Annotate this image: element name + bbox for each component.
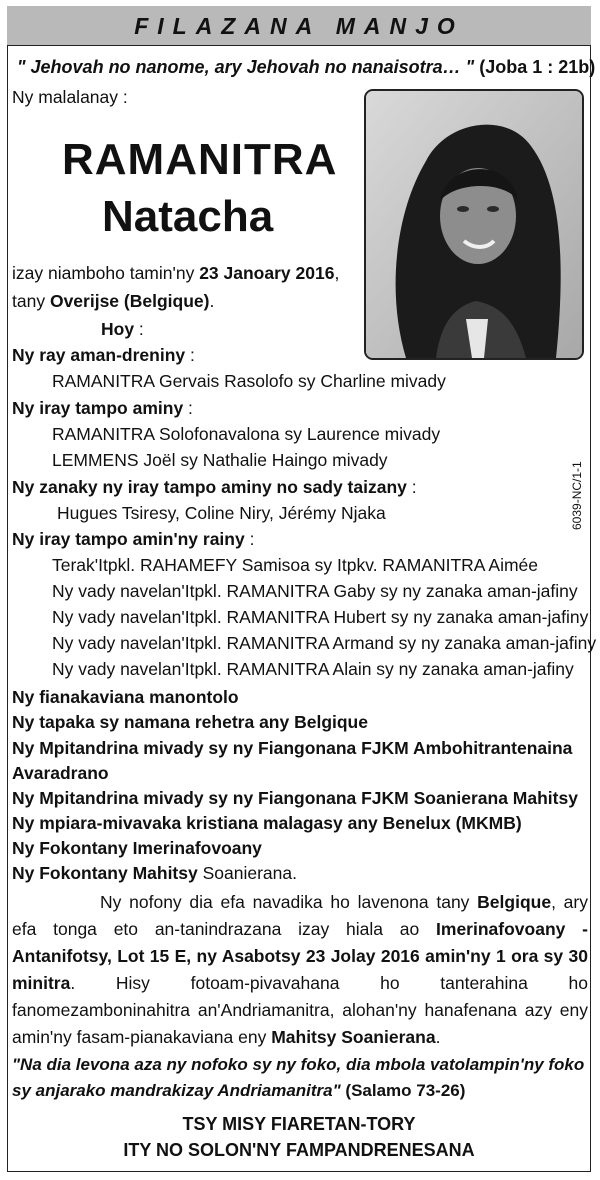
death-place: Overijse (Belgique) bbox=[49, 291, 210, 311]
announce-text-1: Ny nofony dia efa navadika ho lavenona tany bbox=[100, 892, 478, 912]
announce-bold-2: Imerinafovoany - Antanifotsy, Lot 15 E, ny Asabotsy 23 Jolay 2016 amin'ny 1 ora sy 30 minitra bbox=[12, 919, 588, 993]
section-heading-text: Ny iray tampo amin'ny rainy bbox=[12, 529, 245, 549]
announce-text-2: , ary efa tonga eto an-tanindrazana izay hiala ao bbox=[12, 892, 588, 939]
portrait-image bbox=[366, 91, 582, 358]
section-suffix: : bbox=[185, 345, 195, 365]
other-line: Ny Mpitandrina mivady sy ny Fiangonana FJKM Ambohitrantenaina bbox=[12, 738, 573, 758]
hoy-label: Hoy bbox=[101, 319, 135, 339]
section-suffix: : bbox=[244, 529, 255, 549]
other-line: Ny tapaka sy namana rehetra any Belgique bbox=[12, 712, 368, 732]
verse-top-quote: " Jehovah no nanome, ary Jehovah no nanaisotra… " bbox=[17, 57, 475, 77]
notice-banner: FILAZANA MANJO bbox=[7, 6, 591, 46]
other-last-rest: Soanierana. bbox=[197, 863, 297, 883]
announce-bold-3: Mahitsy Soanierana bbox=[271, 1027, 436, 1047]
section-line: RAMANITRA Solofonavalona sy Laurence mivady bbox=[52, 424, 441, 444]
section-line: RAMANITRA Gervais Rasolofo sy Charline mivady bbox=[52, 371, 446, 391]
other-line-last bbox=[12, 862, 297, 884]
section-line: Ny vady navelan'Itpkl. RAMANITRA Armand sy ny zanaka aman-jafiny bbox=[52, 633, 597, 653]
announcement-paragraph bbox=[12, 889, 588, 1051]
section-line: Ny vady navelan'Itpkl. RAMANITRA Gaby sy ny zanaka aman-jafiny bbox=[52, 581, 578, 601]
verse-top bbox=[17, 56, 595, 78]
section-suffix: : bbox=[183, 398, 193, 418]
other-line: Avaradrano bbox=[12, 763, 109, 783]
reference-code: 6039-NC/1-1 bbox=[570, 461, 584, 530]
section-line: Terak'Itpkl. RAHAMEFY Samisoa sy Itpkv. RAMANITRA Aimée bbox=[52, 555, 539, 575]
verse-bottom bbox=[12, 1052, 588, 1104]
deceased-photo bbox=[364, 89, 584, 360]
section-heading-text: Ny ray aman-dreniny bbox=[12, 345, 186, 365]
section-heading-text: Ny zanaky ny iray tampo aminy no sady taizany bbox=[12, 477, 407, 497]
other-line: Ny mpiara-mivavaka kristiana malagasy any Benelux (MKMB) bbox=[12, 813, 522, 833]
other-line: Ny Fokontany Imerinafovoany bbox=[12, 838, 262, 858]
hoy-suffix: : bbox=[134, 319, 144, 339]
section-line: Hugues Tsiresy, Coline Niry, Jérémy Njaka bbox=[57, 503, 386, 523]
death-line-1 bbox=[12, 262, 339, 284]
announce-bold-1: Belgique bbox=[477, 892, 552, 912]
closing-line-2: ITY NO SOLON'NY FAMPANDRENESANA bbox=[123, 1140, 475, 1160]
section-heading bbox=[12, 528, 254, 550]
death-comma: , bbox=[334, 263, 340, 283]
death-date: 23 Janoary 2016 bbox=[199, 263, 335, 283]
deceased-firstname: Natacha bbox=[102, 192, 274, 241]
announce-text-4: . bbox=[435, 1027, 441, 1047]
deceased-surname: RAMANITRA bbox=[62, 135, 338, 184]
place-text: tany bbox=[12, 291, 50, 311]
death-line-2 bbox=[12, 290, 214, 312]
announce-text-3: . Hisy fotoam-pivavahana ho tanterahina ho fanomezamboninahitra an'Andriamanitra, alohan'ny hanafenana azy eny amin'ny fasam-pianakaviana eny bbox=[12, 973, 588, 1047]
verse-top-ref: (Joba 1 : 21b) bbox=[479, 57, 596, 77]
section-line: Ny vady navelan'Itpkl. RAMANITRA Hubert sy ny zanaka aman-jafiny bbox=[52, 607, 589, 627]
section-suffix: : bbox=[406, 477, 417, 497]
other-line: Ny fianakaviana manontolo bbox=[12, 687, 239, 707]
verse-bottom-ref: (Salamo 73-26) bbox=[340, 1081, 466, 1100]
section-heading bbox=[12, 397, 193, 419]
closing-line-1: TSY MISY FIARETAN-TORY bbox=[182, 1114, 416, 1134]
other-last-bold: Ny Fokontany Mahitsy bbox=[12, 863, 198, 883]
verse-bottom-quote: "Na dia levona aza ny nofoko sy ny foko, dia mbola vatolampin'ny foko sy anjarako mandrakizay Andriamanitra" bbox=[12, 1055, 585, 1100]
intro-text: Ny malalanay : bbox=[12, 87, 128, 107]
death-text: izay niamboho tamin'ny bbox=[12, 263, 200, 283]
section-heading-text: Ny iray tampo aminy bbox=[12, 398, 184, 418]
section-heading bbox=[12, 476, 417, 498]
section-heading bbox=[12, 344, 195, 366]
other-line: Ny Mpitandrina mivady sy ny Fiangonana FJKM Soanierana Mahitsy bbox=[12, 788, 578, 808]
section-line: LEMMENS Joël sy Nathalie Haingo mivady bbox=[52, 450, 388, 470]
section-line: Ny vady navelan'Itpkl. RAMANITRA Alain sy ny zanaka aman-jafiny bbox=[52, 659, 574, 679]
hoy-line bbox=[101, 318, 144, 340]
place-period: . bbox=[209, 291, 215, 311]
